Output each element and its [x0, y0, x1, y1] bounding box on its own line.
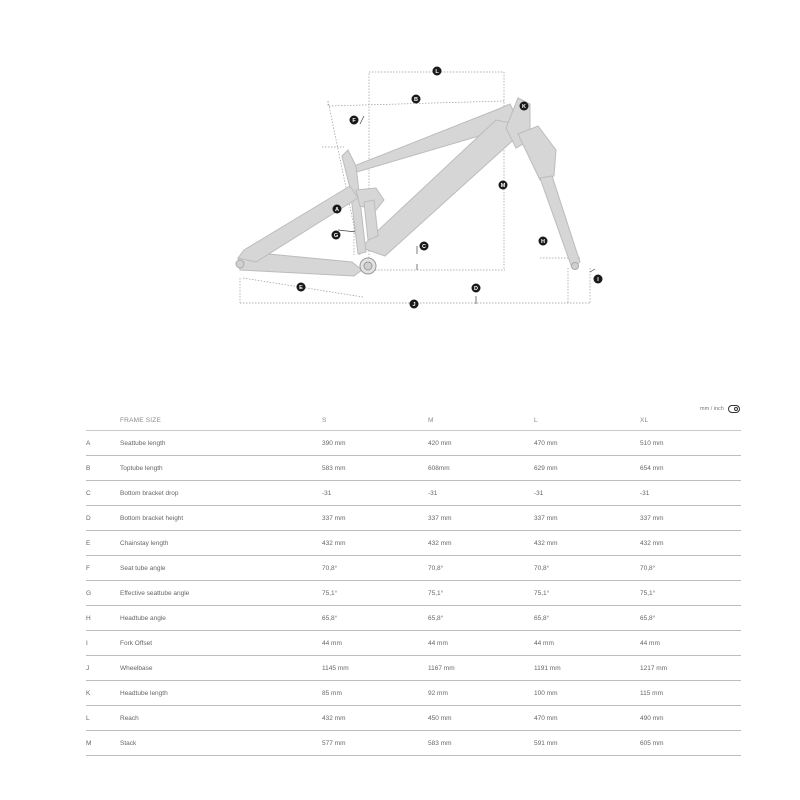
value-size-s: 65,8° — [322, 606, 428, 631]
value-size-l: 591 mm — [534, 731, 640, 756]
table-row — [86, 531, 741, 556]
value-size-xl: 44 mm — [640, 631, 741, 656]
table-row — [86, 456, 741, 481]
value-size-l: 337 mm — [534, 506, 640, 531]
row-label: Fork Offset — [120, 631, 322, 656]
row-letter: D — [86, 506, 120, 531]
row-label: Reach — [120, 706, 322, 731]
seatstay — [238, 186, 358, 262]
value-size-xl: 337 mm — [640, 506, 741, 531]
row-letter: E — [86, 531, 120, 556]
value-size-m: -31 — [428, 481, 534, 506]
row-letter: J — [86, 656, 120, 681]
tag-g-letter: G — [333, 233, 339, 239]
value-size-xl: 654 mm — [640, 456, 741, 481]
value-size-s: 432 mm — [322, 706, 428, 731]
table-row — [86, 606, 741, 631]
value-size-m: 420 mm — [428, 431, 534, 456]
value-size-xl: 65,8° — [640, 606, 741, 631]
value-size-l: 75,1° — [534, 581, 640, 606]
value-size-l: 470 mm — [534, 706, 640, 731]
value-size-l: 65,8° — [534, 606, 640, 631]
fork-upper — [518, 126, 556, 180]
tag-c — [420, 242, 429, 251]
row-label: Bottom bracket drop — [120, 481, 322, 506]
value-size-m: 44 mm — [428, 631, 534, 656]
value-size-s: 432 mm — [322, 531, 428, 556]
tag-g — [332, 231, 341, 240]
tag-m — [499, 181, 508, 190]
value-size-l: 44 mm — [534, 631, 640, 656]
row-label: Headtube length — [120, 681, 322, 706]
tag-l-letter: L — [435, 69, 439, 75]
row-label: Effective seattube angle — [120, 581, 322, 606]
value-size-s: 577 mm — [322, 731, 428, 756]
tag-e — [297, 283, 306, 292]
value-size-s: 85 mm — [322, 681, 428, 706]
value-size-l: 100 mm — [534, 681, 640, 706]
row-letter: C — [86, 481, 120, 506]
row-letter: L — [86, 706, 120, 731]
value-size-s: 44 mm — [322, 631, 428, 656]
value-size-m: 75,1° — [428, 581, 534, 606]
value-size-xl: 490 mm — [640, 706, 741, 731]
value-size-l: 432 mm — [534, 531, 640, 556]
tag-a-letter: A — [335, 207, 339, 213]
tag-d — [472, 284, 481, 293]
table-row — [86, 581, 741, 606]
row-letter: B — [86, 456, 120, 481]
tag-l — [433, 67, 442, 76]
row-label: Seattube length — [120, 431, 322, 456]
value-size-m: 70,8° — [428, 556, 534, 581]
row-letter: K — [86, 681, 120, 706]
value-size-s: 1145 mm — [322, 656, 428, 681]
row-label: Stack — [120, 731, 322, 756]
header-size-m: M — [428, 410, 534, 431]
row-label: Toptube length — [120, 456, 322, 481]
value-size-xl: 432 mm — [640, 531, 741, 556]
value-size-s: 337 mm — [322, 506, 428, 531]
rear-dropout — [236, 260, 244, 268]
tag-f — [350, 116, 359, 125]
value-size-m: 608mm — [428, 456, 534, 481]
tag-j — [410, 300, 419, 309]
value-size-m: 65,8° — [428, 606, 534, 631]
row-label: Bottom bracket height — [120, 506, 322, 531]
table-row — [86, 706, 741, 731]
tag-j-letter: J — [412, 302, 416, 308]
value-size-m: 92 mm — [428, 681, 534, 706]
tag-f-letter: F — [352, 118, 356, 124]
tag-h-letter: H — [541, 239, 545, 245]
tag-k-letter: K — [522, 104, 526, 110]
value-size-m: 1167 mm — [428, 656, 534, 681]
row-letter: I — [86, 631, 120, 656]
header-size-xl: XL — [640, 410, 741, 431]
row-letter: A — [86, 431, 120, 456]
tag-c-letter: C — [422, 244, 426, 250]
row-label: Chainstay length — [120, 531, 322, 556]
value-size-xl: 70,8° — [640, 556, 741, 581]
tag-k — [520, 102, 529, 111]
value-size-xl: 510 mm — [640, 431, 741, 456]
table-header-row — [86, 410, 741, 431]
tag-b — [412, 95, 421, 104]
value-size-s: -31 — [322, 481, 428, 506]
row-label: Seat tube angle — [120, 556, 322, 581]
header-letter — [86, 410, 120, 431]
tag-b-letter: B — [414, 97, 418, 103]
value-size-m: 432 mm — [428, 531, 534, 556]
bike-frame — [236, 98, 580, 276]
tag-e-letter: E — [299, 285, 303, 291]
table-row — [86, 506, 741, 531]
table-row — [86, 431, 741, 456]
value-size-xl: 75,1° — [640, 581, 741, 606]
value-size-l: -31 — [534, 481, 640, 506]
tag-i-letter: I — [597, 277, 599, 283]
front-axle — [572, 263, 579, 270]
header-size-s: S — [322, 410, 428, 431]
value-size-l: 1191 mm — [534, 656, 640, 681]
row-letter: F — [86, 556, 120, 581]
row-letter: H — [86, 606, 120, 631]
header-frame-size: FRAME SIZE — [120, 410, 322, 431]
row-label: Wheelbase — [120, 656, 322, 681]
tag-m-letter: M — [500, 183, 506, 189]
tag-i — [594, 275, 603, 284]
value-size-s: 70,8° — [322, 556, 428, 581]
value-size-s: 390 mm — [322, 431, 428, 456]
value-size-m: 337 mm — [428, 506, 534, 531]
value-size-l: 629 mm — [534, 456, 640, 481]
value-size-m: 583 mm — [428, 731, 534, 756]
frame-geometry-diagram — [0, 0, 800, 330]
table-row — [86, 631, 741, 656]
value-size-xl: 115 mm — [640, 681, 741, 706]
value-size-m: 450 mm — [428, 706, 534, 731]
value-size-l: 70,8° — [534, 556, 640, 581]
value-size-s: 75,1° — [322, 581, 428, 606]
tag-h — [539, 237, 548, 246]
tag-a — [333, 205, 342, 214]
row-letter: G — [86, 581, 120, 606]
unit-toggle-label: mm / inch — [700, 406, 724, 412]
value-size-xl: 605 mm — [640, 731, 741, 756]
fork-lower — [540, 176, 580, 268]
geometry-table — [86, 410, 741, 756]
value-size-xl: -31 — [640, 481, 741, 506]
header-size-l: L — [534, 410, 640, 431]
table-row — [86, 556, 741, 581]
table-row — [86, 731, 741, 756]
value-size-xl: 1217 mm — [640, 656, 741, 681]
value-size-l: 470 mm — [534, 431, 640, 456]
tag-d-letter: D — [474, 286, 478, 292]
value-size-s: 583 mm — [322, 456, 428, 481]
table-row — [86, 481, 741, 506]
table-row — [86, 681, 741, 706]
table-row — [86, 656, 741, 681]
row-letter: M — [86, 731, 120, 756]
row-label: Headtube angle — [120, 606, 322, 631]
